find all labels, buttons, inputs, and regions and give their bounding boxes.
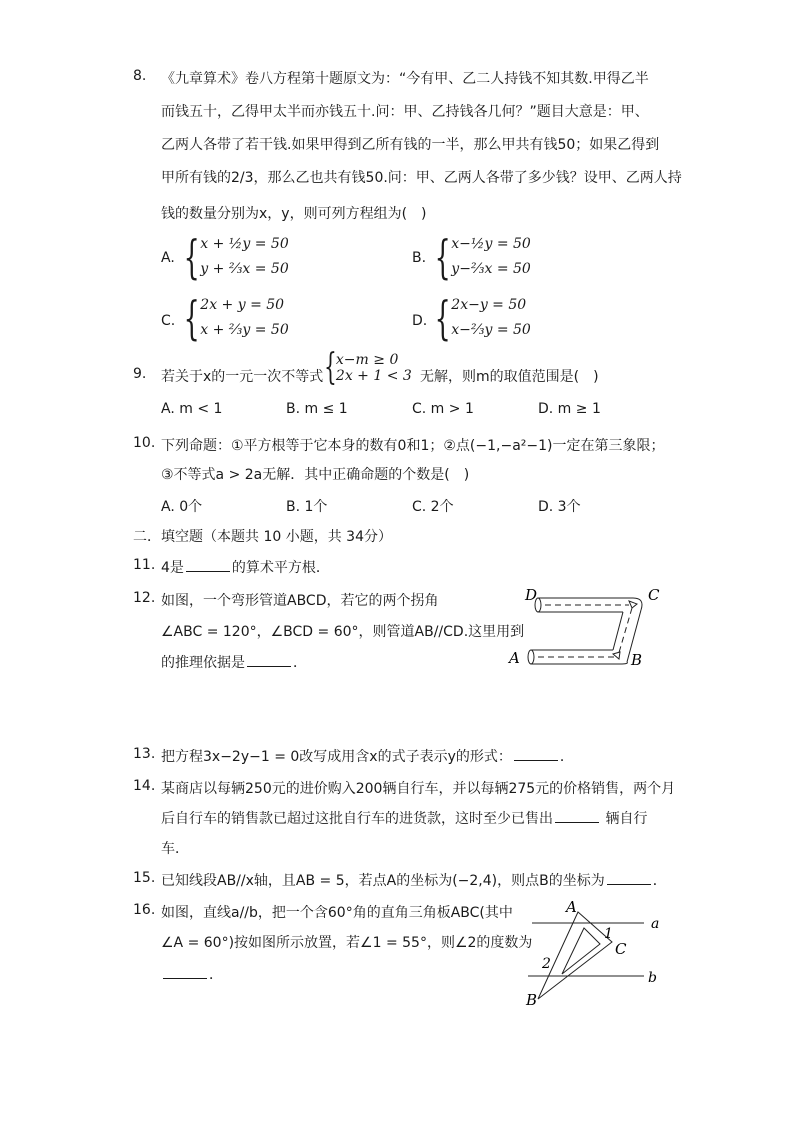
inequality: x−m ≥ 0	[335, 352, 399, 368]
text-post: 的算术平方根．	[231, 560, 330, 576]
brace-icon: {	[434, 230, 451, 284]
question-number: 13.	[133, 746, 156, 762]
question-text-line: 如图，直线a//b，把一个含60°角的直角三角板ABC(其中	[161, 905, 513, 921]
equation: y + ⅔x = 50	[200, 261, 289, 277]
option-d-label: D.	[412, 313, 428, 329]
question-number: 16.	[133, 902, 156, 918]
brace-icon: {	[434, 291, 451, 345]
question-text-line: 乙两人各带了若干钱.如果甲得到乙所有钱的一半，那么甲共有钱50；如果乙得到	[161, 137, 660, 153]
question-number: 8.	[133, 68, 147, 84]
question-text-line: ∠A = 60°)按如图所示放置，若∠1 = 55°，则∠2的度数为	[161, 935, 533, 951]
option-b-label: B.	[412, 250, 427, 266]
option-c[interactable]: C. m > 1	[412, 401, 474, 417]
label-line-b: b	[648, 970, 657, 986]
label-d: D	[525, 586, 538, 604]
question-number: 10.	[133, 435, 156, 451]
triangle-figure	[518, 896, 668, 1011]
text-pre: 4是	[161, 560, 184, 576]
question-number: 11.	[133, 557, 156, 573]
question-number: 14.	[133, 778, 156, 794]
brace-icon: {	[183, 291, 200, 345]
label-angle-1: 1	[604, 926, 613, 942]
label-line-a: a	[651, 916, 660, 932]
equation: x + ½y = 50	[200, 236, 289, 252]
answer-blank[interactable]	[555, 808, 599, 823]
label-b: B	[631, 651, 643, 669]
corner-mark	[629, 601, 637, 608]
equation: 2x + y = 50	[200, 297, 285, 313]
option-a[interactable]: A. m < 1	[161, 401, 223, 417]
question-text-line: 下列命题：①平方根等于它本身的数有0和1；②点(−1,−a²−1)一定在第三象限；	[161, 438, 665, 454]
option-c-system[interactable]	[177, 293, 289, 343]
question-number: 9.	[133, 366, 147, 382]
option-c[interactable]: C. 2个	[412, 499, 454, 515]
question-number: 15.	[133, 870, 156, 886]
label-c: C	[615, 940, 627, 958]
text-pre: 已知线段AB//x轴，且AB = 5，若点A的坐标为(−2,4)，则点B的坐标为	[161, 873, 605, 889]
label-a: A	[566, 898, 577, 916]
text-post: ．	[209, 967, 223, 983]
label-b: B	[526, 991, 538, 1009]
pipe-center	[618, 608, 632, 656]
corner-mark	[613, 652, 620, 659]
text-pre: 的推理依据是	[161, 655, 245, 671]
answer-blank[interactable]	[607, 870, 651, 885]
question-text	[161, 870, 667, 890]
inequality: 2x + 1 < 3	[335, 368, 412, 384]
pipe-end	[528, 650, 534, 664]
question-text-pre: 若关于x的一元一次不等式	[161, 369, 324, 385]
question-text-line	[161, 652, 307, 672]
question-text-line	[161, 808, 647, 828]
text-post: ．	[559, 749, 574, 765]
question-text-post: 无解，则m的取值范围是( )	[420, 369, 599, 385]
brace-icon: {	[324, 347, 337, 388]
option-d[interactable]: D. 3个	[538, 499, 581, 515]
option-d[interactable]: D. m ≥ 1	[538, 401, 601, 417]
option-c-label: C.	[161, 313, 176, 329]
option-b-system[interactable]	[428, 232, 531, 282]
question-text-line: 甲所有钱的2/3，那么乙也共有钱50.问：甲、乙两人各带了多少钱？设甲、乙两人持	[161, 170, 682, 186]
question-text-line: 某商店以每辆250元的进价购入200辆自行车，并以每辆275元的价格销售，两个月	[161, 781, 676, 797]
answer-blank[interactable]	[163, 964, 207, 979]
equation: x + ⅔y = 50	[200, 322, 289, 338]
equation: x−½y = 50	[451, 236, 531, 252]
equation: 2x−y = 50	[451, 297, 527, 313]
pipe-edge	[613, 612, 623, 650]
answer-blank[interactable]	[514, 746, 558, 761]
question-text-line: 钱的数量分别为x，y，则可列方程组为( )	[161, 206, 427, 222]
equation: y−⅔x = 50	[451, 261, 531, 277]
pipe-edge	[620, 662, 627, 664]
option-a-system[interactable]	[177, 232, 289, 282]
question-text-line: 车．	[161, 841, 189, 857]
option-a-label: A.	[161, 250, 175, 266]
answer-blank[interactable]	[247, 652, 291, 667]
equation: x−⅔y = 50	[451, 322, 531, 338]
text-post: ．	[293, 655, 307, 671]
question-text-line: ③不等式a > 2a无解．其中正确命题的个数是( )	[161, 467, 470, 483]
question-text-line: ∠ABC = 120°，∠BCD = 60°，则管道AB//CD.这里用到	[161, 624, 525, 640]
question-text	[161, 746, 574, 766]
text-post: ．	[652, 873, 667, 889]
option-a[interactable]: A. 0个	[161, 499, 203, 515]
question-text-line	[161, 964, 223, 984]
question-text-line: 而钱五十，乙得甲太半而亦钱五十.问：甲、乙持钱各几何？”题目大意是：甲、	[161, 104, 649, 120]
pipe-figure	[505, 584, 675, 674]
label-a: A	[509, 649, 520, 667]
section-heading: 二．填空题（本题共 10 小题，共 34分）	[133, 529, 392, 545]
text-post: 辆自行	[601, 811, 648, 827]
option-d-system[interactable]	[428, 293, 531, 343]
label-angle-2: 2	[542, 956, 551, 972]
question-text	[161, 557, 330, 577]
label-c: C	[648, 586, 660, 604]
brace-icon: {	[183, 230, 200, 284]
question-text-line: 《九章算术》卷八方程第十题原文为：“今有甲、乙二人持钱不知其数.甲得乙半	[161, 71, 649, 87]
option-b[interactable]: B. m ≤ 1	[286, 401, 348, 417]
question-text-line: 如图，一个弯形管道ABCD，若它的两个拐角	[161, 593, 439, 609]
question-number: 12.	[133, 590, 156, 606]
text-pre: 把方程3x−2y−1 = 0改写成用含x的式子表示y的形式：	[161, 749, 512, 765]
option-b[interactable]: B. 1个	[286, 499, 328, 515]
answer-blank[interactable]	[186, 557, 230, 572]
text-pre: 后自行车的销售款已超过这批自行车的进货款，这时至少已售出	[161, 811, 553, 827]
inequality-system	[319, 347, 412, 388]
